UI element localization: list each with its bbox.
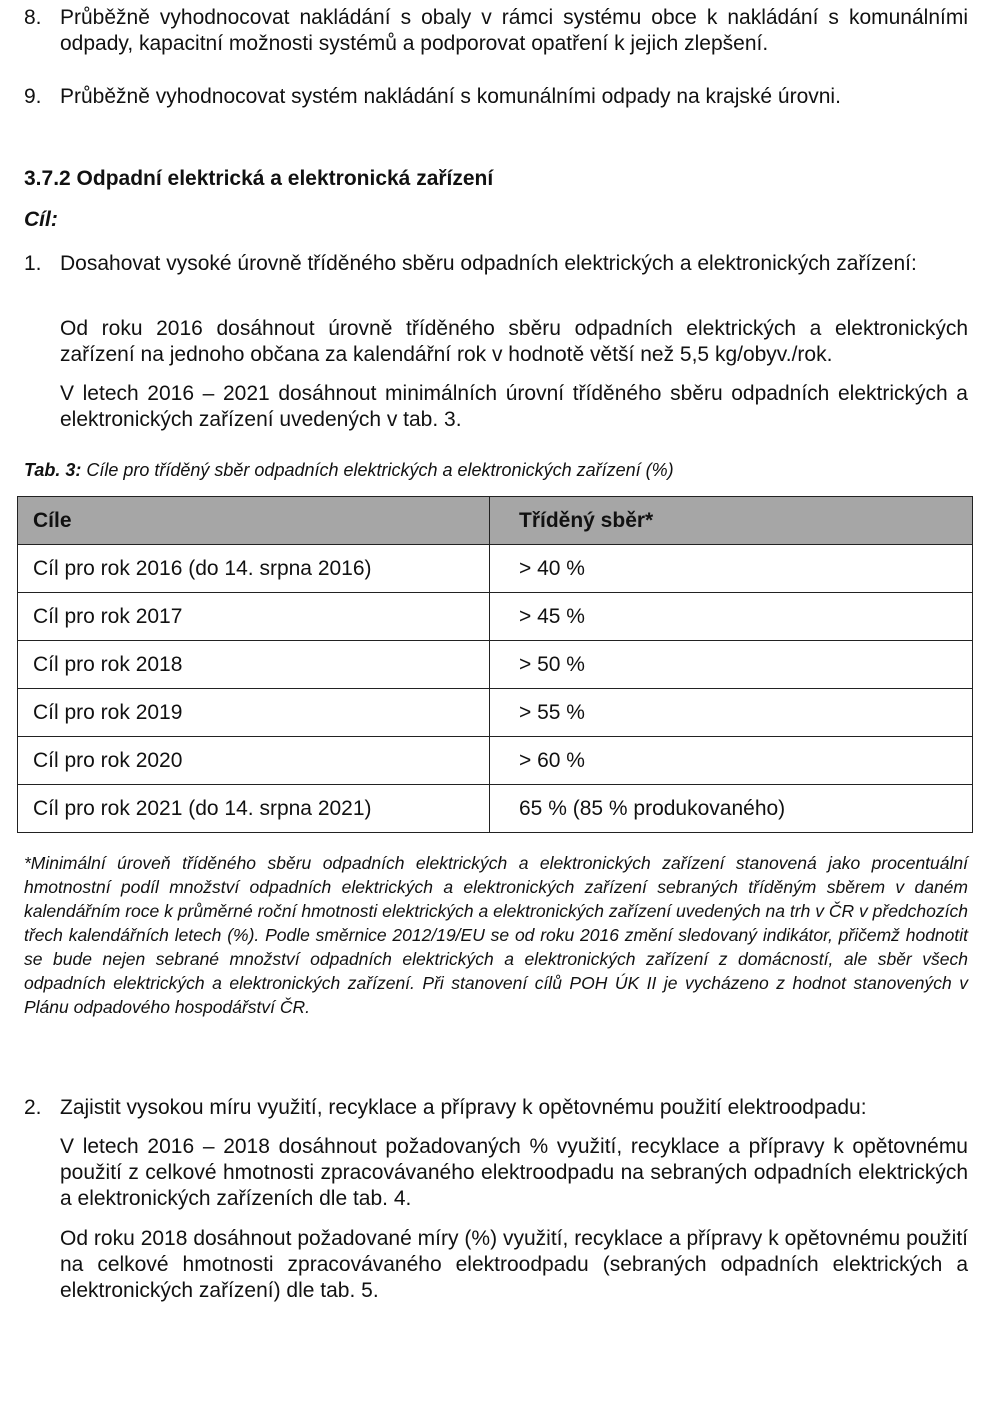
goal2-paragraph-2: Od roku 2018 dosáhnout požadované míry (%) využití, recyklace a přípravy k opětovnému použití na celkové hmotnosti zpracovávaného elektroodpadu (sebraných odpadních elektrických a elektronických zařízení) dle tab. 5.: [60, 1227, 968, 1302]
table-cell-value: > 45 %: [490, 593, 973, 641]
table-cell-value: > 40 %: [490, 545, 973, 593]
table-row: [18, 737, 973, 785]
goal1-paragraph-1: Od roku 2016 dosáhnout úrovně tříděného sběru odpadních elektrických a elektronických zařízení na jednoho občana za kalendářní rok v hodnotě větší než 5,5 kg/obyv./rok.: [60, 317, 968, 366]
column-header-goals: Cíle: [18, 497, 490, 545]
table-caption-label: Tab. 3:: [24, 460, 82, 480]
table-cell-goal: Cíl pro rok 2016 (do 14. srpna 2016): [18, 545, 490, 593]
goal2-paragraph-1: V letech 2016 – 2018 dosáhnout požadovaných % využití, recyklace a přípravy k opětovnému použití z celkové hmotnosti zpracovávaného elektroodpadu na sebraných odpadních elektrických a elektronických zařízeních dle tab. 4.: [60, 1135, 968, 1210]
table-cell-value: > 60 %: [490, 737, 973, 785]
table-cell-goal: Cíl pro rok 2018: [18, 641, 490, 689]
table-row: [18, 689, 973, 737]
table-caption-text: Cíle pro tříděný sběr odpadních elektrických a elektronických zařízení (%): [81, 460, 674, 480]
table-row: [18, 545, 973, 593]
list-text: Průběžně vyhodnocovat systém nakládání s komunálními odpady na krajské úrovni.: [60, 85, 841, 108]
table-cell-goal: Cíl pro rok 2020: [18, 737, 490, 785]
goal-item-2: [24, 1095, 968, 1121]
list-item-8: [24, 5, 968, 57]
table-row: [18, 641, 973, 689]
column-header-collection: Tříděný sběr*: [490, 497, 973, 545]
table-cell-value: 65 % (85 % produkovaného): [490, 785, 973, 833]
table-cell-value: > 50 %: [490, 641, 973, 689]
goal-item-1: [24, 251, 968, 277]
table-caption: [24, 459, 674, 481]
table-footnote: *Minimální úroveň tříděného sběru odpadních elektrických a elektronických zařízení stanovená jako procentuální hmotnostní podíl množství odpadních elektrických a elektronických zařízení sebraných tříděným sběrem v daném kalendářním roce k průměrné roční hmotnosti elektrických a elektronických zařízení uvedených na trh v ČR v předchozích třech kalendářních letech (%). Podle směrnice 2012/19/EU se od roku 2016 změní sledovaný indikátor, přičemž hodnotit se bude nejen sebrané množství odpadních elektrických a elektronických zařízení z domácností, ale sběr všech odpadních elektrických a elektronických zařízení. Při stanovení cílů POH ÚK II je vycházeno z hodnot stanovených v Plánu odpadového hospodářství ČR.: [24, 853, 968, 1017]
goal1-paragraph-2: V letech 2016 – 2021 dosáhnout minimálních úrovní tříděného sběru odpadních elektrických a elektronických zařízení uvedených v tab. 3.: [60, 382, 968, 431]
table-row: [18, 593, 973, 641]
goal-text: Dosahovat vysoké úrovně tříděného sběru odpadních elektrických a elektronických zařízení:: [60, 252, 917, 275]
list-number: 9.: [24, 85, 42, 108]
list-number: 1.: [24, 252, 42, 275]
list-item-9: [24, 84, 968, 110]
goal-text: Zajistit vysokou míru využití, recyklace a přípravy k opětovnému použití elektroodpadu:: [60, 1096, 867, 1119]
table-cell-value: > 55 %: [490, 689, 973, 737]
table-cell-goal: Cíl pro rok 2021 (do 14. srpna 2021): [18, 785, 490, 833]
table-cell-goal: Cíl pro rok 2019: [18, 689, 490, 737]
list-text: Průběžně vyhodnocovat nakládání s obaly v rámci systému obce k nakládání s komunálními odpady, kapacitní možnosti systémů a podporovat opatření k jejich zlepšení.: [60, 6, 968, 55]
list-number: 8.: [24, 6, 42, 29]
table-header-row: [18, 497, 973, 545]
table-row: [18, 785, 973, 833]
list-number: 2.: [24, 1096, 42, 1119]
goals-table: [17, 496, 973, 833]
table-cell-goal: Cíl pro rok 2017: [18, 593, 490, 641]
goal-label: Cíl:: [24, 208, 58, 231]
section-title: 3.7.2 Odpadní elektrická a elektronická zařízení: [24, 167, 494, 190]
